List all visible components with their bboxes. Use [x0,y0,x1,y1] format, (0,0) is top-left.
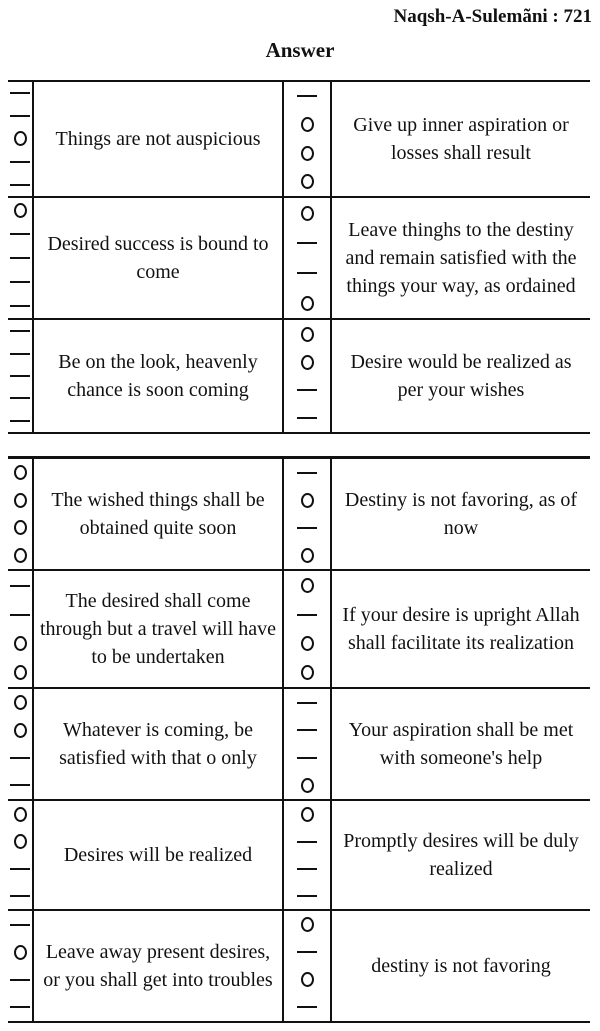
dash-mark-icon [10,342,30,364]
answer-text: destiny is not favoring [371,955,551,977]
dash-mark-icon [297,461,317,485]
circle-mark-icon [14,198,27,222]
dash-mark-icon [297,603,317,627]
circle-mark-icon [301,632,314,656]
table-row [8,458,590,571]
dash-mark-icon [10,857,30,881]
middle-symbol-column [283,458,331,571]
answer-cell [331,800,590,910]
dash-mark-icon [297,406,317,430]
dash-mark-icon [10,884,30,908]
circle-mark-icon [301,350,314,374]
question-cell [33,197,283,319]
dash-mark-icon [10,246,30,270]
question-text: Be on the look, heavenly chance is soon coming [58,351,258,401]
dash-mark-icon [10,913,30,937]
table-row [8,688,590,800]
table-row [8,800,590,910]
dash-mark-icon [297,231,317,255]
middle-symbol-column [283,197,331,319]
dash-mark-icon [297,884,317,908]
answer-text: Desire would be realized as per your wishes [350,351,572,401]
question-text: Whatever is coming, be satisfied with that o only [59,719,257,769]
circle-mark-icon [301,488,314,512]
dash-mark-icon [10,968,30,992]
middle-symbol-column [283,81,331,197]
middle-symbol-column [283,319,331,433]
dash-mark-icon [10,410,30,432]
answer-table-2 [8,456,590,1023]
dash-mark-icon [297,718,317,742]
answer-text: Destiny is not favoring, as of now [344,489,578,539]
dash-mark-icon [297,830,317,854]
question-text: Leave away present desires, or you shall get into troubles [43,941,273,991]
circle-mark-icon [14,803,27,827]
question-text: The desired shall come through but a travel will have to be undertaken [39,590,277,668]
dash-mark-icon [10,222,30,246]
middle-symbol-column [283,570,331,688]
circle-mark-icon [14,718,27,742]
answer-text: Promptly desires will be duly realized [343,830,579,880]
circle-mark-icon [301,574,314,598]
left-symbol-column [8,688,33,800]
dash-mark-icon [297,995,317,1019]
left-symbol-column [8,800,33,910]
answer-cell [331,570,590,688]
dash-mark-icon [297,746,317,770]
answer-cell [331,688,590,800]
answer-cell [331,458,590,571]
dash-mark-icon [10,320,30,342]
circle-mark-icon [301,543,314,567]
question-text: Desired success is bound to come [47,233,269,283]
circle-mark-icon [14,461,27,485]
dash-mark-icon [10,105,30,128]
dash-mark-icon [10,603,30,627]
circle-mark-icon [301,913,314,937]
dash-mark-icon [10,150,30,173]
question-text: Things are not auspicious [55,128,261,150]
dash-mark-icon [10,173,30,196]
circle-mark-icon [301,170,314,194]
answer-table-1 [8,80,590,434]
question-cell [33,458,283,571]
table-row [8,81,590,197]
page-header: Naqsh-A-Sulemãni : 721 [393,6,592,27]
left-symbol-column [8,570,33,688]
circle-mark-icon [301,113,314,137]
table-row [8,910,590,1022]
table-row [8,570,590,688]
circle-mark-icon [301,661,314,685]
circle-mark-icon [14,128,27,151]
dash-mark-icon [10,746,30,770]
dash-mark-icon [297,940,317,964]
circle-mark-icon [14,691,27,715]
circle-mark-icon [301,201,314,225]
circle-mark-icon [14,543,27,567]
circle-mark-icon [14,661,27,685]
circle-mark-icon [14,516,27,540]
question-cell [33,319,283,433]
circle-mark-icon [14,830,27,854]
question-cell [33,570,283,688]
dash-mark-icon [297,261,317,285]
answer-text: Leave thinghs to the destiny and remain satisfied with the things your way, as ordained [345,219,577,297]
circle-mark-icon [301,803,314,827]
dash-mark-icon [10,995,30,1019]
left-symbol-column [8,197,33,319]
dash-mark-icon [297,378,317,402]
left-symbol-column [8,910,33,1022]
circle-mark-icon [301,773,314,797]
answer-cell [331,197,590,319]
circle-mark-icon [14,940,27,964]
dash-mark-icon [297,516,317,540]
page-title: Answer [265,38,335,62]
left-symbol-column [8,458,33,571]
question-text: The wished things shall be obtained quite soon [51,489,265,539]
answer-text: If your desire is upright Allah shall facilitate its realization [342,604,580,654]
answer-cell [331,910,590,1022]
dash-mark-icon [10,365,30,387]
dash-mark-icon [10,82,30,105]
dash-mark-icon [297,857,317,881]
middle-symbol-column [283,800,331,910]
answer-text: Your aspiration shall be met with someone's help [348,719,574,769]
question-cell [33,81,283,197]
circle-mark-icon [301,141,314,165]
dash-mark-icon [10,773,30,797]
circle-mark-icon [301,291,314,315]
circle-mark-icon [301,968,314,992]
middle-symbol-column [283,910,331,1022]
answer-cell [331,81,590,197]
left-symbol-column [8,81,33,197]
table-row [8,197,590,319]
circle-mark-icon [14,488,27,512]
circle-mark-icon [301,322,314,346]
answer-cell [331,319,590,433]
middle-symbol-column [283,688,331,800]
question-cell [33,910,283,1022]
circle-mark-icon [14,632,27,656]
question-text: Desires will be realized [63,844,253,866]
dash-mark-icon [297,84,317,108]
left-symbol-column [8,319,33,433]
answer-text: Give up inner aspiration or losses shall result [353,114,569,164]
dash-mark-icon [10,574,30,598]
dash-mark-icon [10,270,30,294]
question-cell [33,800,283,910]
dash-mark-icon [10,387,30,409]
question-cell [33,688,283,800]
dash-mark-icon [297,691,317,715]
dash-mark-icon [10,294,30,318]
table-row [8,319,590,433]
